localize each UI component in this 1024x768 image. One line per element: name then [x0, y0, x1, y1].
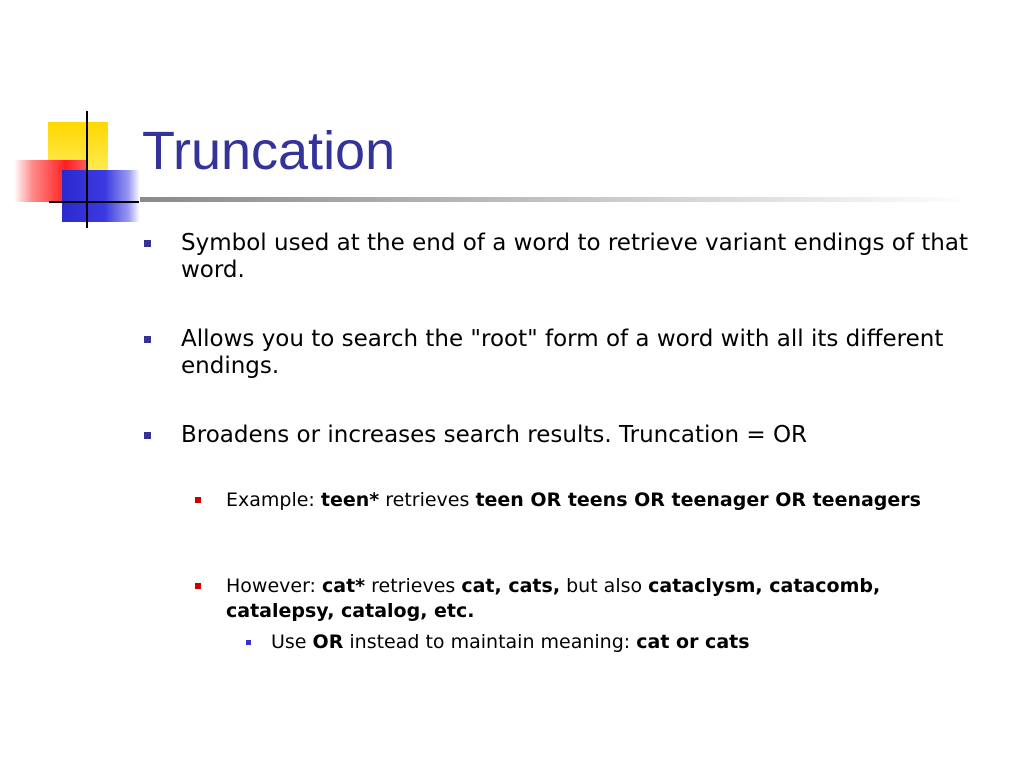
bullet-item-1 — [181, 230, 991, 284]
tip-example: cat or cats — [636, 631, 750, 653]
tip-prefix: Use — [271, 631, 313, 653]
square-bullet-icon — [144, 240, 151, 247]
however-middle: retrieves — [365, 575, 462, 597]
red-square-bullet-icon — [195, 497, 201, 503]
however-extra: cataclysm, catacomb, catalepsy, catalog, etc. — [226, 575, 881, 622]
example-term: teen* — [320, 489, 380, 511]
sub-sub-bullet-tip — [271, 630, 971, 655]
however-results: cat, cats, — [461, 575, 561, 597]
square-bullet-icon — [144, 336, 151, 343]
slide-title: Truncation — [142, 121, 396, 181]
bullet-text: Symbol used at the end of a word to retrieve variant endings of that word. — [181, 230, 968, 283]
bullet-text: Broadens or increases search results. Truncation = OR — [181, 422, 808, 448]
example-prefix: Example: — [226, 489, 321, 511]
sub-bullet-however — [226, 574, 966, 624]
however-prefix: However: — [226, 575, 322, 597]
tip-middle: instead to maintain meaning: — [343, 631, 637, 653]
sub-bullet-example — [226, 488, 966, 513]
tip-operator: OR — [312, 631, 344, 653]
example-middle: retrieves — [379, 489, 476, 511]
bullet-item-2 — [181, 326, 991, 380]
however-term: cat* — [322, 575, 366, 597]
red-square-bullet-icon — [195, 583, 201, 589]
however-connector: but also — [560, 575, 649, 597]
bullet-text: Allows you to search the "root" form of a word with all its different endings. — [181, 326, 944, 379]
bullet-item-3 — [181, 422, 991, 449]
small-square-bullet-icon — [246, 640, 251, 645]
square-bullet-icon — [144, 432, 151, 439]
example-results: teen OR teens OR teenager OR teenagers — [475, 489, 921, 511]
